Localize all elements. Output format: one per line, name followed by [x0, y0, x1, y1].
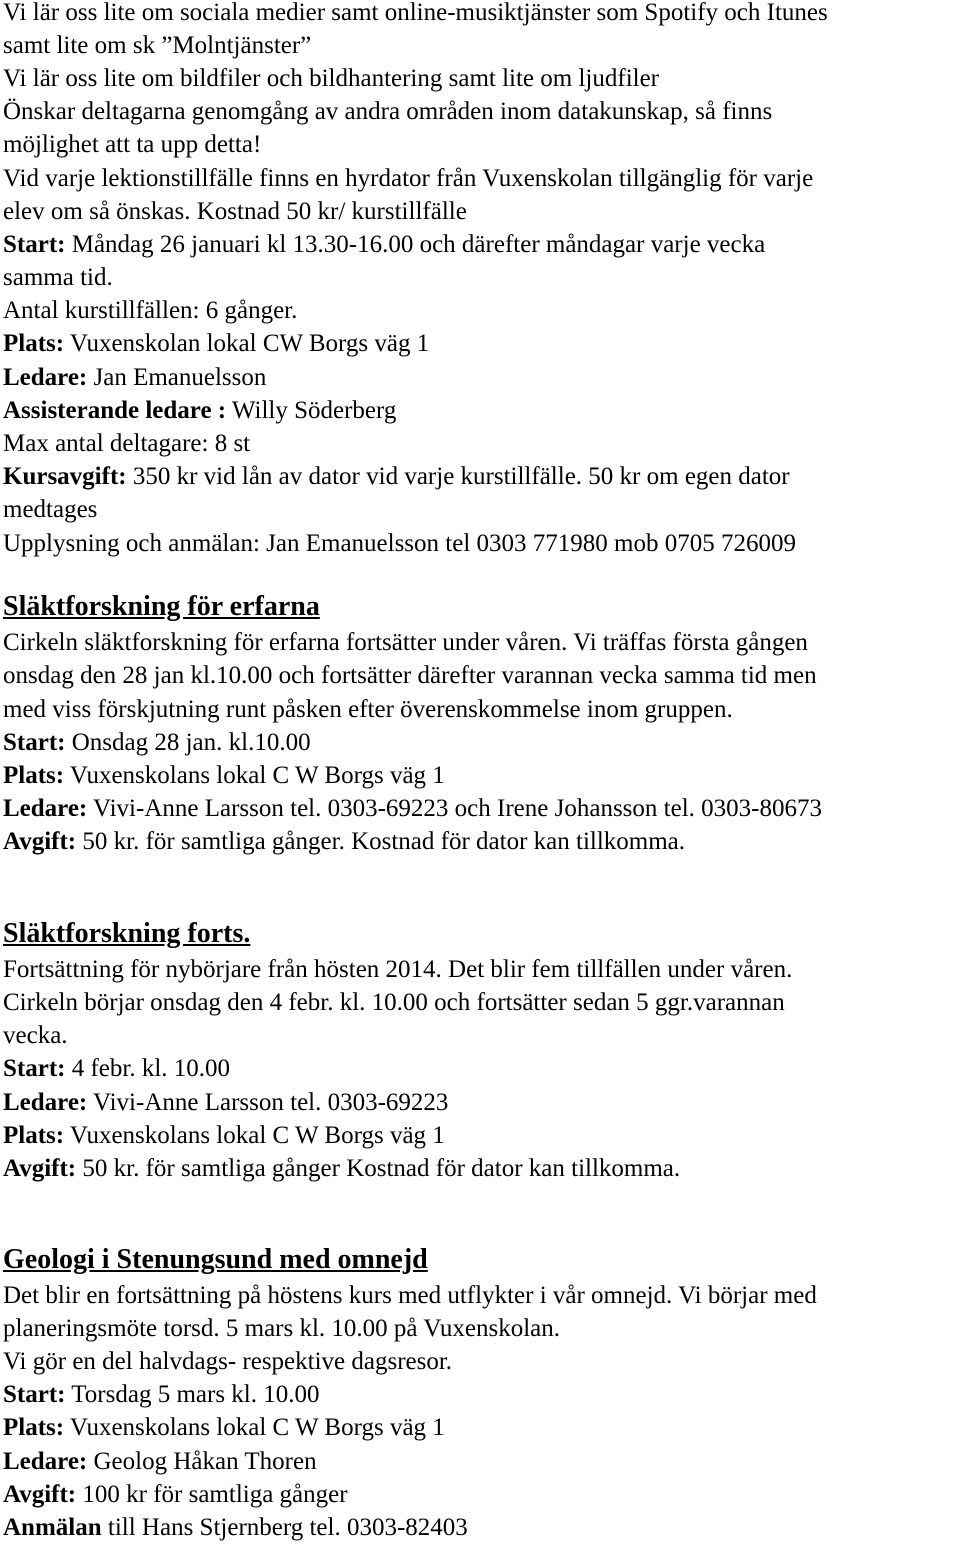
s3-line: planeringsmöte torsd. 5 mars kl. 10.00 på Vuxenskolan. — [3, 1315, 560, 1342]
s2-plats — [3, 1121, 445, 1151]
plats-label: Plats: — [3, 330, 65, 357]
intro-line: elev om så önskas. Kostnad 50 kr/ kurstillfälle — [3, 198, 467, 225]
plats-value: Vuxenskolan lokal CW Borgs väg 1 — [64, 330, 430, 357]
start-value: Måndag 26 januari kl 13.30-16.00 och därefter måndagar varje vecka — [65, 231, 766, 258]
intro-assist — [3, 396, 396, 426]
s3-avgift — [3, 1480, 348, 1510]
s2-line: Cirkeln börjar onsdag den 4 febr. kl. 10.00 och fortsätter sedan 5 ggr.varannan — [3, 989, 785, 1016]
ledare-label: Ledare: — [3, 364, 88, 391]
start-label: Start: — [3, 1055, 66, 1082]
start-label: Start: — [3, 1381, 66, 1408]
ledare-value: Geolog Håkan Thoren — [87, 1448, 317, 1475]
s1-line: onsdag den 28 jan kl.10.00 och fortsätter därefter varannan vecka samma tid men — [3, 662, 817, 689]
s1-start — [3, 728, 311, 758]
s2-ledare — [3, 1088, 448, 1118]
plats-value: Vuxenskolans lokal C W Borgs väg 1 — [64, 762, 445, 789]
s1-line: Cirkeln släktforskning för erfarna fortsätter under våren. Vi träffas första gången — [3, 629, 808, 656]
intro-max: Max antal deltagare: 8 st — [3, 430, 251, 457]
ledare-label: Ledare: — [3, 795, 88, 822]
avgift-label: Avgift: — [3, 1481, 77, 1508]
s3-line: Det blir en fortsättning på höstens kurs med utflykter i vår omnejd. Vi börjar med — [3, 1282, 817, 1309]
intro-line: möjlighet att ta upp detta! — [3, 131, 262, 158]
assist-value: Willy Söderberg — [226, 397, 397, 424]
start-value: Torsdag 5 mars kl. 10.00 — [65, 1381, 320, 1408]
intro-line: Vi lär oss lite om bildfiler och bildhantering samt lite om ljudfiler — [3, 65, 660, 92]
s1-plats — [3, 761, 445, 791]
intro-avgift — [3, 462, 790, 492]
ledare-label: Ledare: — [3, 1448, 88, 1475]
s3-ledare — [3, 1447, 317, 1477]
intro-line: medtages — [3, 496, 98, 523]
intro-line: samt lite om sk ”Molntjänster” — [3, 32, 312, 59]
ledare-value: Vivi-Anne Larsson tel. 0303-69223 och Irene Johansson tel. 0303-80673 — [87, 795, 822, 822]
avgift-label: Avgift: — [3, 1155, 77, 1182]
start-label: Start: — [3, 231, 66, 258]
plats-label: Plats: — [3, 1122, 65, 1149]
start-value: Onsdag 28 jan. kl.10.00 — [65, 729, 311, 756]
start-label: Start: — [3, 729, 66, 756]
s2-line: vecka. — [3, 1022, 68, 1049]
plats-label: Plats: — [3, 762, 65, 789]
intro-upplysning: Upplysning och anmälan: Jan Emanuelsson tel 0303 771980 mob 0705 726009 — [3, 530, 796, 557]
intro-antal: Antal kurstillfällen: 6 gånger. — [3, 297, 298, 324]
intro-line: Vid varje lektionstillfälle finns en hyrdator från Vuxenskolan tillgänglig för varje — [3, 165, 814, 192]
ledare-label: Ledare: — [3, 1089, 88, 1116]
intro-ledare — [3, 363, 266, 393]
avgift-value: 50 kr. för samtliga gånger Kostnad för dator kan tillkomma. — [76, 1155, 681, 1182]
ledare-value: Jan Emanuelsson — [87, 364, 267, 391]
section-title: Släktforskning forts. — [3, 918, 251, 949]
intro-line: samma tid. — [3, 264, 113, 291]
anmalan-value: till Hans Stjernberg tel. 0303-82403 — [101, 1514, 468, 1541]
anmalan-label: Anmälan — [3, 1514, 102, 1541]
avgift-value: 50 kr. för samtliga gånger. Kostnad för dator kan tillkomma. — [76, 828, 686, 855]
plats-label: Plats: — [3, 1414, 65, 1441]
s2-line: Fortsättning för nybörjare från hösten 2014. Det blir fem tillfällen under våren. — [3, 956, 793, 983]
plats-value: Vuxenskolans lokal C W Borgs väg 1 — [64, 1122, 445, 1149]
avgift-value: 100 kr för samtliga gånger — [76, 1481, 348, 1508]
section-title: Geologi i Stenungsund med omnejd — [3, 1244, 428, 1275]
intro-start — [3, 230, 765, 260]
s3-anmalan — [3, 1513, 468, 1543]
s3-start — [3, 1380, 320, 1410]
avgift-value: 350 kr vid lån av dator vid varje kurstillfälle. 50 kr om egen dator — [126, 463, 790, 490]
assist-label: Assisterande ledare : — [3, 397, 227, 424]
s3-line: Vi gör en del halvdags- respektive dagsresor. — [3, 1348, 453, 1375]
intro-line: Önskar deltagarna genomgång av andra områden inom datakunskap, så finns — [3, 98, 773, 125]
s1-line: med viss förskjutning runt påsken efter överenskommelse inom gruppen. — [3, 696, 733, 723]
avgift-label: Avgift: — [3, 828, 77, 855]
s3-plats — [3, 1413, 445, 1443]
s2-start — [3, 1054, 230, 1084]
s1-avgift — [3, 827, 685, 857]
ledare-value: Vivi-Anne Larsson tel. 0303-69223 — [87, 1089, 449, 1116]
section-title: Släktforskning för erfarna — [3, 591, 320, 622]
plats-value: Vuxenskolans lokal C W Borgs väg 1 — [64, 1414, 445, 1441]
s2-avgift — [3, 1154, 680, 1184]
avgift-label: Kursavgift: — [3, 463, 127, 490]
s1-ledare — [3, 794, 822, 824]
start-value: 4 febr. kl. 10.00 — [65, 1055, 231, 1082]
intro-plats — [3, 329, 429, 359]
intro-line: Vi lär oss lite om sociala medier samt online-musiktjänster som Spotify och Itunes — [3, 0, 828, 26]
